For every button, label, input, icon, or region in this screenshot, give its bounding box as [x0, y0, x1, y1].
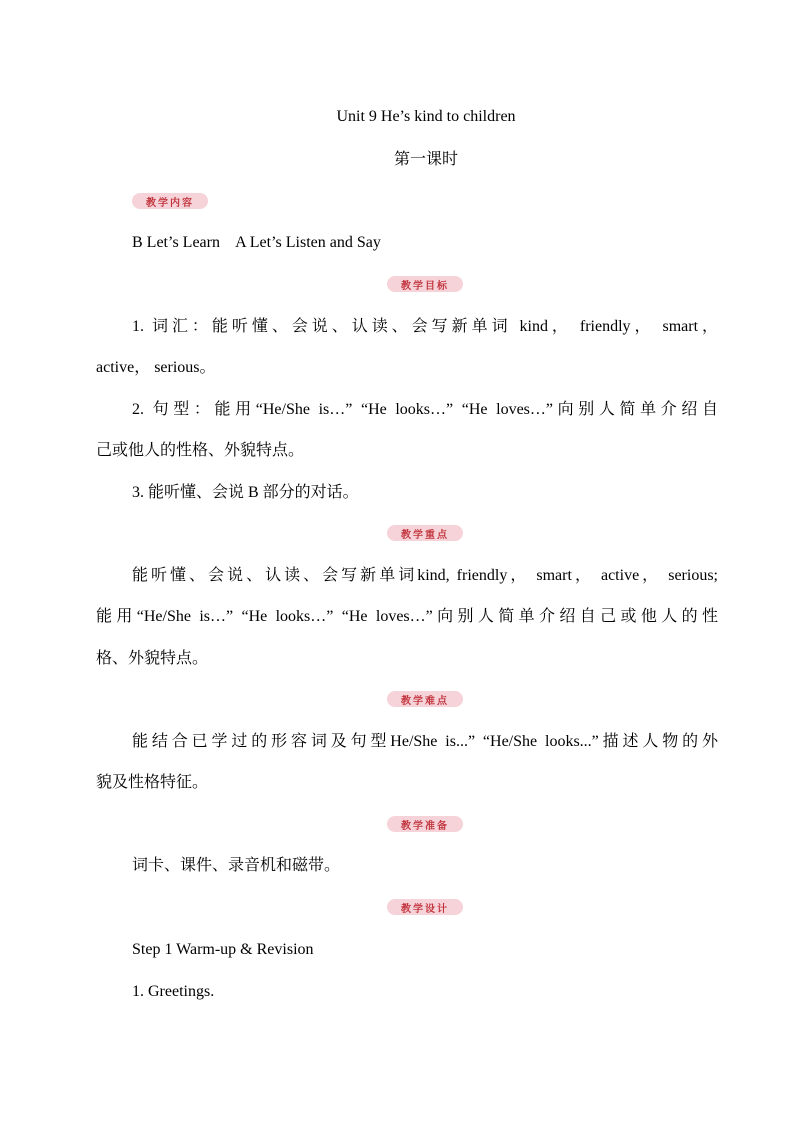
section-label-objectives: 教学目标 [387, 276, 463, 292]
key-points-line-3: 格、外貌特点。 [96, 650, 209, 667]
lesson-subtitle: 第一课时 [393, 151, 458, 168]
section-label-content: 教学内容 [132, 193, 208, 209]
key-points-line-1: 能听懂、会说、认读、会写新单词kind, friendly， smart， active， serious; [132, 567, 718, 584]
document-title: Unit 9 He’s kind to children [336, 108, 516, 125]
section-label-preparation: 教学准备 [387, 816, 463, 832]
preparation-text: 词卡、课件、录音机和磁带。 [132, 857, 341, 874]
objective-3: 3. 能听懂、会说 B 部分的对话。 [132, 484, 359, 501]
section-label-difficulties: 教学难点 [387, 691, 463, 707]
objective-2-line-2: 己或他人的性格、外貌特点。 [96, 442, 305, 459]
design-step-1: Step 1 Warm-up & Revision [132, 941, 314, 958]
section-label-key-points: 教学重点 [387, 525, 463, 541]
objective-2-line-1: 2. 句型：能用“He/She is…” “He looks…” “He loves…”向别人简单介绍自 [132, 401, 718, 418]
key-points-line-2: 能用“He/She is…” “He looks…” “He loves…”向别人简单介绍自己或他人的性 [96, 608, 718, 625]
design-item-1: 1. Greetings. [132, 983, 215, 1000]
difficulties-line-1: 能结合已学过的形容词及句型He/She is...” “He/She looks...”描述人物的外 [132, 733, 718, 750]
objective-1-line-1: 1. 词汇：能听懂、会说、认读、会写新单词 kind， friendly， smart， [132, 318, 718, 335]
objective-1-line-2: active， serious。 [96, 359, 216, 376]
difficulties-line-2: 貌及性格特征。 [96, 774, 209, 791]
section-label-design: 教学设计 [387, 899, 463, 915]
content-text: B Let’s Learn A Let’s Listen and Say [132, 234, 381, 251]
